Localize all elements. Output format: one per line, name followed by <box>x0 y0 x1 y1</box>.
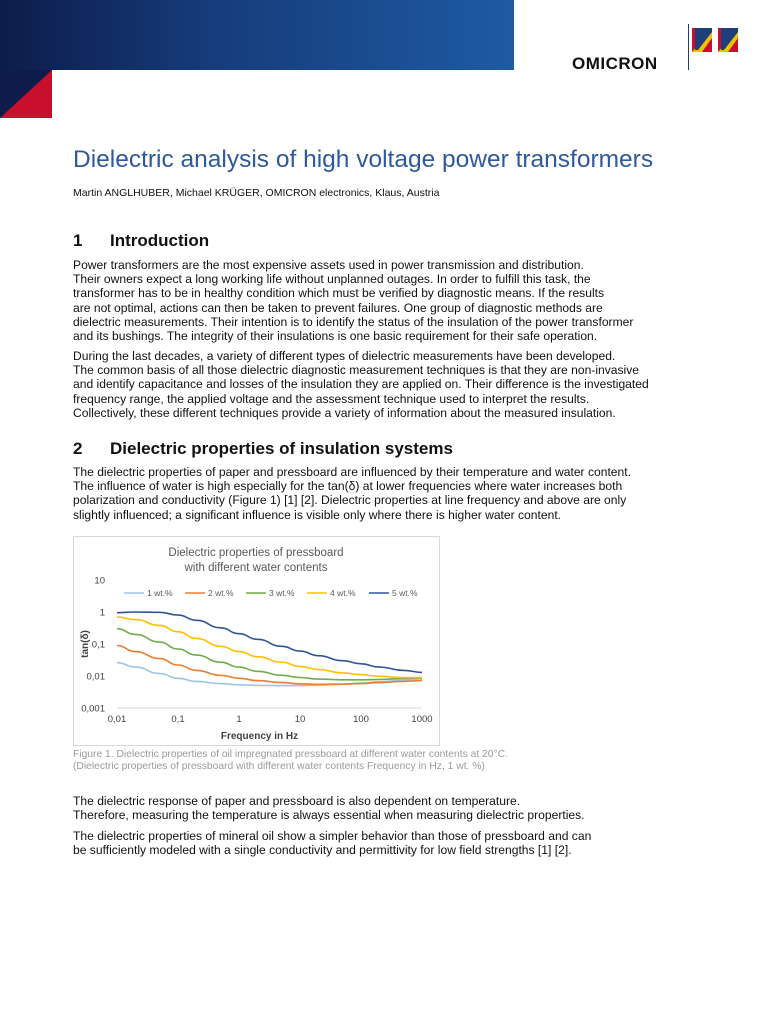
omicron-logo-mark-icon <box>690 24 746 54</box>
x-tick-label: 0,01 <box>107 714 127 725</box>
caption-line: (Dielectric properties of pressboard with different water contents Frequency in Hz, 1 wt. %) <box>73 761 485 772</box>
section-title: Dielectric properties of insulation systems <box>110 439 453 458</box>
paragraph <box>73 794 693 822</box>
section-number: 2 <box>73 439 83 458</box>
x-tick-label: 1 <box>236 714 242 725</box>
text-line: are not optimal, actions can then be taken to prevent failures. One group of diagnostic methods are <box>73 300 603 315</box>
text-line: The dielectric response of paper and pressboard is also dependent on temperature. <box>73 794 521 808</box>
text-line: The influence of water is high especially for the tan(δ) at lower frequencies where water increases both <box>73 479 623 494</box>
logo-divider <box>688 24 689 70</box>
authors-line: Martin ANGLHUBER, Michael KRÜGER, OMICRON electronics, Klaus, Austria <box>73 187 440 199</box>
x-tick-label: 10 <box>294 714 306 725</box>
y-tick-label: 1 <box>99 607 105 619</box>
paragraph <box>73 829 693 857</box>
header-band <box>0 0 514 70</box>
paragraph <box>73 465 693 522</box>
section-number: 1 <box>73 231 83 250</box>
paragraph <box>73 258 693 343</box>
chart-title: Dielectric properties of pressboard <box>168 547 344 559</box>
legend-label: 4 wt.% <box>330 588 356 598</box>
text-line: Therefore, measuring the temperature is always essential when measuring dielectric properties. <box>73 808 585 823</box>
x-tick-label: 100 <box>353 714 369 725</box>
y-tick-label: 0,01 <box>86 671 105 683</box>
text-line: polarization and conductivity (Figure 1) [1] [2]. Dielectric properties at line frequency and above are only <box>73 493 627 508</box>
text-line: Power transformers are the most expensive assets used in power transmission and distribution. <box>73 258 584 272</box>
page-title: Dielectric analysis of high voltage power transformers <box>73 146 654 173</box>
section-title: Introduction <box>110 231 210 250</box>
paragraph <box>73 349 693 420</box>
figure-caption <box>73 749 508 773</box>
header-red-triangle <box>0 70 52 118</box>
chart-svg <box>74 537 439 745</box>
chart-title: with different water contents <box>184 562 328 574</box>
y-tick-label: 10 <box>94 575 105 587</box>
legend-label: 2 wt.% <box>208 588 234 598</box>
series-line <box>117 629 422 680</box>
section-heading-introduction <box>73 231 209 251</box>
omicron-logo-text: OMICRON <box>572 54 658 73</box>
y-tick-label: 0,001 <box>81 703 105 715</box>
text-line: Their owners expect a long working life without unplanned outages. In order to fulfill this task, the <box>73 272 591 287</box>
text-line: and identify capacitance and losses of the insulation they are applied on. Their difference is the investigated <box>73 377 649 392</box>
series-line <box>117 646 422 685</box>
text-line: The dielectric properties of mineral oil show a simpler behavior than those of pressboard and can <box>73 829 592 843</box>
x-axis-label: Frequency in Hz <box>220 731 299 742</box>
legend-label: 5 wt.% <box>392 588 418 598</box>
section-heading-dielectric-properties <box>73 439 453 459</box>
x-tick-label: 0,1 <box>171 714 185 725</box>
legend-label: 3 wt.% <box>269 588 295 598</box>
y-tick-label: 0,1 <box>91 639 105 651</box>
text-line: frequency range, the applied voltage and the assessment technique used to interpret the results. <box>73 391 590 406</box>
caption-line: Figure 1. Dielectric properties of oil impregnated pressboard at different water contents at 20°C. <box>73 749 508 760</box>
text-line: Collectively, these different techniques provide a variety of information about the measured insulation. <box>73 405 616 420</box>
text-line: slightly influenced; a significant influence is visible only where there is higher water content. <box>73 507 562 522</box>
text-line: The dielectric properties of paper and pressboard are influenced by their temperature and water content. <box>73 465 631 479</box>
text-line: and its bushings. The integrity of their insulations is one basic requirement for their safe operation. <box>73 329 598 344</box>
x-tick-label: 1000 <box>411 714 433 725</box>
series-line <box>117 617 422 678</box>
text-line: transformer has to be in healthy condition which must be verified by diagnostic means. If the results <box>73 286 605 301</box>
y-axis-label: tan(δ) <box>80 630 91 658</box>
figure-1-chart <box>73 536 440 746</box>
text-line: During the last decades, a variety of different types of dielectric measurements have been developed. <box>73 349 616 363</box>
text-line: be sufficiently modeled with a single conductivity and permittivity for low field strengths [1] [2]. <box>73 843 572 858</box>
text-line: dielectric measurements. Their intention is to identify the status of the insulation of the power transformer <box>73 314 634 329</box>
text-line: The common basis of all those dielectric diagnostic measurement techniques is that they are non-invasive <box>73 363 640 378</box>
omicron-logo <box>572 24 752 74</box>
legend-label: 1 wt.% <box>147 588 173 598</box>
